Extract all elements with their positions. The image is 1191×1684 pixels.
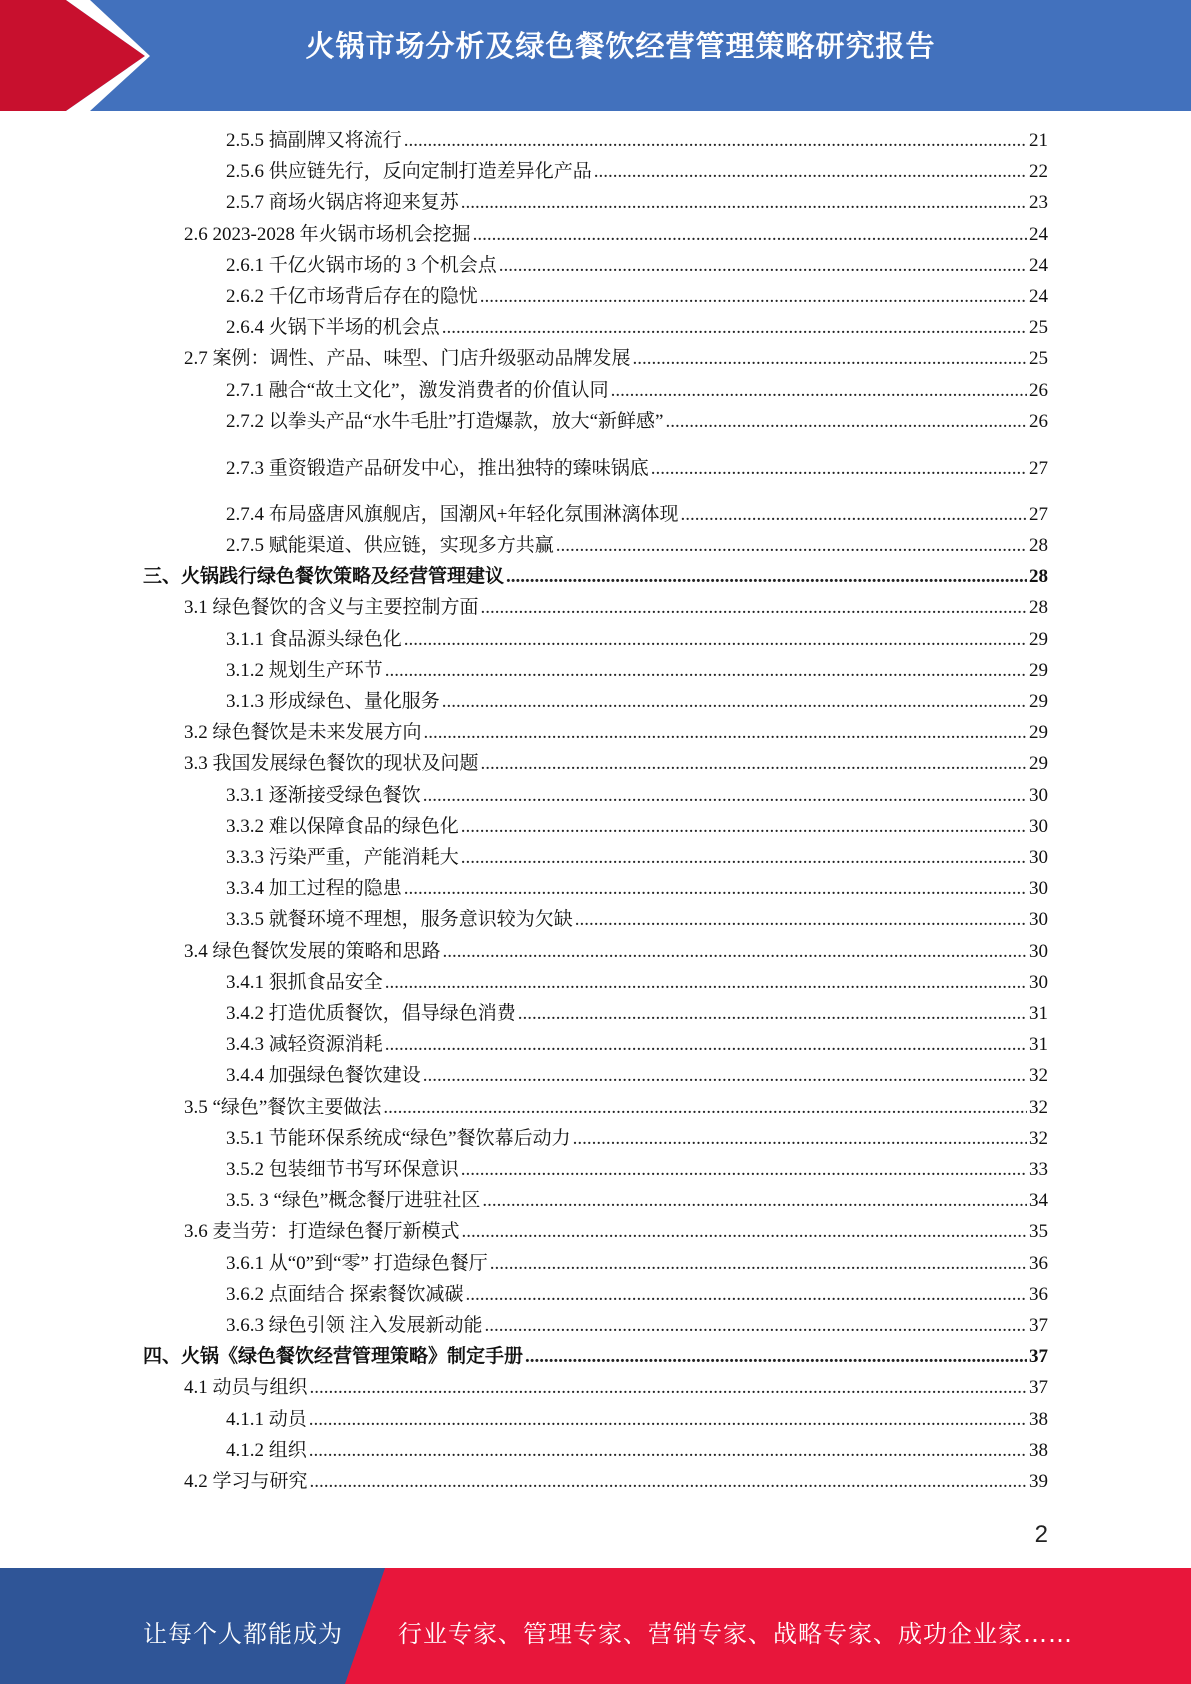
- toc-entry-label: 3.3.4 加工过程的隐患: [226, 878, 402, 900]
- toc-leader-dots: [481, 751, 1027, 777]
- toc-entry[interactable]: [143, 1344, 1048, 1370]
- toc-entry-page: 31: [1029, 1034, 1048, 1056]
- toc-entry-label: 3.6 麦当劳：打造绿色餐厅新模式: [184, 1221, 460, 1243]
- toc-entry-page: 29: [1029, 628, 1048, 650]
- toc-entry-label: 3.1.2 规划生产环节: [226, 659, 383, 681]
- toc-entry-page: 32: [1029, 1127, 1048, 1149]
- page-header: [0, 0, 1191, 111]
- toc-entry-label: 4.1 动员与组织: [184, 1377, 308, 1399]
- toc-leader-dots: [506, 564, 1027, 590]
- toc-leader-dots: [424, 720, 1027, 746]
- toc-entry[interactable]: [226, 876, 1048, 902]
- toc-entry-label: 3.4.2 打造优质餐饮，倡导绿色消费: [226, 1003, 516, 1024]
- toc-entry-page: 30: [1029, 815, 1048, 837]
- toc-entry[interactable]: [184, 1219, 1048, 1245]
- toc-entry-page: 21: [1029, 130, 1048, 151]
- toc-leader-dots: [573, 1126, 1027, 1152]
- toc-entry[interactable]: [226, 1282, 1048, 1308]
- footer-slogan-right: 行业专家、管理专家、营销专家、战略专家、成功企业家……: [398, 1620, 1073, 1648]
- toc-entry-label: 3.1 绿色餐饮的含义与主要控制方面: [184, 597, 479, 619]
- toc-entry[interactable]: [226, 1438, 1048, 1464]
- toc-entry-page: 27: [1029, 457, 1048, 479]
- toc-entry-page: 24: [1029, 254, 1048, 276]
- toc-entry-label: 3.4.4 加强绿色餐饮建设: [226, 1065, 421, 1087]
- toc-entry-label: 2.7 案例：调性、产品、味型、门店升级驱动品牌发展: [184, 348, 631, 370]
- toc-leader-dots: [518, 1001, 1027, 1027]
- toc-entry-label: 3.6.2 点面结合 探索餐饮减碳: [226, 1283, 464, 1305]
- toc-entry-page: 38: [1029, 1408, 1048, 1430]
- toc-entry-label: 3.2 绿色餐饮是未来发展方向: [184, 722, 422, 744]
- report-title: 火锅市场分析及绿色餐饮经营管理策略研究报告: [305, 29, 936, 63]
- toc-entry[interactable]: [143, 564, 1048, 590]
- toc-entry-label: 3.4 绿色餐饮发展的策略和思路: [184, 940, 441, 962]
- toc-entry-page: 22: [1029, 161, 1048, 183]
- toc-entry-page: 32: [1029, 1096, 1048, 1118]
- toc-entry-label: 2.5.6 供应链先行，反向定制打造差异化产品: [226, 161, 592, 183]
- toc-entry[interactable]: [226, 1251, 1048, 1277]
- toc-entry-label: 3.3 我国发展绿色餐饮的现状及问题: [184, 753, 479, 775]
- toc-entry-page: 35: [1029, 1221, 1048, 1243]
- toc-entry-label: 3.6.1 从“0”到“零” 打造绿色餐厅: [226, 1252, 488, 1274]
- toc-entry-label: 3.3.1 逐渐接受绿色餐饮: [226, 784, 421, 806]
- toc-entry[interactable]: [184, 939, 1048, 965]
- toc-entry[interactable]: [226, 845, 1048, 871]
- page-number: 2: [1034, 1521, 1048, 1548]
- toc-entry-page: 31: [1029, 1003, 1048, 1024]
- toc-entry-page: 25: [1029, 348, 1048, 370]
- toc-entry-label: 3.5.1 节能环保系统成“绿色”餐饮幕后动力: [226, 1127, 571, 1149]
- toc-entry-label: 2.7.3 重资锻造产品研发中心，推出独特的臻味锅底: [226, 457, 649, 479]
- toc-entry-page: 38: [1029, 1439, 1048, 1461]
- toc-entry[interactable]: [184, 595, 1048, 621]
- toc-leader-dots: [404, 128, 1027, 154]
- toc-entry[interactable]: [184, 1375, 1048, 1401]
- toc-leader-dots: [309, 1438, 1027, 1464]
- toc-leader-dots: [499, 253, 1027, 279]
- toc-leader-dots: [385, 1032, 1027, 1058]
- toc-leader-dots: [490, 1251, 1027, 1277]
- toc-entry-page: 29: [1029, 659, 1048, 681]
- toc-entry-page: 34: [1029, 1190, 1048, 1212]
- toc-entry[interactable]: [184, 1469, 1048, 1495]
- toc-entry-page: 25: [1029, 317, 1048, 339]
- toc-leader-dots: [485, 1313, 1027, 1339]
- toc-entry[interactable]: [226, 1063, 1048, 1089]
- toc-entry[interactable]: [184, 346, 1048, 372]
- toc-entry-label: 2.6.1 千亿火锅市场的 3 个机会点: [226, 254, 497, 276]
- toc-entry-page: 29: [1029, 722, 1048, 744]
- toc-entry-label: 2.7.5 赋能渠道、供应链，实现多方共赢: [226, 535, 554, 556]
- toc-entry[interactable]: [226, 907, 1048, 933]
- toc-entry[interactable]: [226, 128, 1048, 154]
- toc-entry-label: 2.7.2 以拳头产品“水牛毛肚”打造爆款，放大“新鲜感”: [226, 410, 664, 432]
- toc-entry[interactable]: [226, 253, 1048, 279]
- toc-entry[interactable]: [226, 1407, 1048, 1433]
- toc-entry[interactable]: [226, 689, 1048, 715]
- toc-leader-dots: [310, 1375, 1027, 1401]
- toc-entry-page: 23: [1029, 192, 1048, 214]
- toc-leader-dots: [633, 346, 1027, 372]
- toc-entry[interactable]: [226, 409, 1048, 435]
- toc-entry[interactable]: [184, 222, 1048, 248]
- toc-entry-page: 28: [1029, 566, 1048, 588]
- toc-entry-page: 29: [1029, 753, 1048, 775]
- toc-entry-page: 30: [1029, 878, 1048, 900]
- toc-leader-dots: [442, 315, 1027, 341]
- toc-leader-dots: [611, 378, 1027, 404]
- toc-entry-label: 3.5. 3 “绿色”概念餐厅进驻社区: [226, 1190, 481, 1212]
- toc-leader-dots: [442, 689, 1027, 715]
- toc-leader-dots: [385, 658, 1027, 684]
- toc-entry[interactable]: [226, 1001, 1048, 1027]
- toc-leader-dots: [461, 190, 1027, 216]
- toc-leader-dots: [462, 1219, 1027, 1245]
- toc-entry[interactable]: [226, 658, 1048, 684]
- toc-entry[interactable]: [226, 783, 1048, 809]
- toc-entry-label: 2.5.5 搞副牌又将流行: [226, 130, 402, 151]
- toc-entry-page: 30: [1029, 971, 1048, 993]
- toc-entry[interactable]: [226, 159, 1048, 185]
- toc-leader-dots: [594, 159, 1027, 185]
- toc-entry[interactable]: [226, 970, 1048, 996]
- toc-entry-label: 3.3.2 难以保障食品的绿色化: [226, 815, 459, 837]
- toc-entry-page: 37: [1029, 1377, 1048, 1399]
- toc-entry-label: 3.3.3 污染严重，产能消耗大: [226, 847, 459, 868]
- toc-entry-page: 24: [1029, 286, 1048, 307]
- toc-entry-label: 3.4.1 狠抓食品安全: [226, 971, 383, 993]
- toc-leader-dots: [482, 1188, 1027, 1214]
- toc-entry-page: 30: [1029, 909, 1048, 931]
- toc-entry-page: 39: [1029, 1471, 1048, 1492]
- toc-entry[interactable]: [184, 1095, 1048, 1121]
- toc-entry-page: 33: [1029, 1159, 1048, 1180]
- toc-entry-label: 3.4.3 减轻资源消耗: [226, 1034, 383, 1056]
- toc-entry-label: 2.7.4 布局盛唐风旗舰店，国潮风+年轻化氛围淋漓体现: [226, 503, 679, 525]
- toc-entry[interactable]: [226, 1188, 1048, 1214]
- toc-leader-dots: [481, 595, 1027, 621]
- toc-entry-label: 3.6.3 绿色引领 注入发展新动能: [226, 1315, 483, 1336]
- toc-leader-dots: [385, 970, 1027, 996]
- toc-leader-dots: [651, 456, 1027, 482]
- toc-entry-label: 4.1.2 组织: [226, 1439, 307, 1461]
- toc-leader-dots: [443, 939, 1027, 965]
- toc-entry-label: 2.6 2023-2028 年火锅市场机会挖掘: [184, 223, 471, 245]
- toc-entry-label: 4.1.1 动员: [226, 1408, 307, 1430]
- toc-entry-label: 3.5 “绿色”餐饮主要做法: [184, 1096, 382, 1118]
- toc-leader-dots: [473, 222, 1027, 248]
- toc-entry-page: 36: [1029, 1252, 1048, 1274]
- toc-entry-page: 28: [1029, 597, 1048, 619]
- toc-entry-page: 27: [1029, 503, 1048, 525]
- toc-entry-page: 29: [1029, 691, 1048, 712]
- toc-entry-page: 28: [1029, 535, 1048, 556]
- toc-leader-dots: [480, 284, 1027, 310]
- toc-leader-dots: [665, 409, 1027, 435]
- toc-leader-dots: [310, 1469, 1027, 1495]
- toc-entry-label: 2.7.1 融合“故土文化”，激发消费者的价值认同: [226, 379, 609, 401]
- toc-entry[interactable]: [226, 814, 1048, 840]
- toc-entry-label: 三、火锅践行绿色餐饮策略及经营管理建议: [143, 566, 505, 588]
- toc-entry-label: 2.6.2 千亿市场背后存在的隐忧: [226, 286, 478, 307]
- toc-entry[interactable]: [184, 751, 1048, 777]
- toc-entry-label: 3.3.5 就餐环境不理想，服务意识较为欠缺: [226, 909, 573, 931]
- toc-entry-label: 3.1.1 食品源头绿色化: [226, 628, 402, 650]
- toc-entry-page: 26: [1029, 410, 1048, 432]
- toc-entry[interactable]: [184, 720, 1048, 746]
- toc-leader-dots: [383, 1095, 1027, 1121]
- toc-leader-dots: [309, 1407, 1027, 1433]
- toc-leader-dots: [556, 533, 1027, 559]
- toc-entry-page: 26: [1029, 379, 1048, 401]
- toc-leader-dots: [575, 907, 1027, 933]
- toc-leader-dots: [466, 1282, 1027, 1308]
- toc-entry-label: 2.5.7 商场火锅店将迎来复苏: [226, 192, 459, 214]
- toc-entry-label: 3.1.3 形成绿色、量化服务: [226, 691, 440, 712]
- toc-entry-page: 30: [1029, 847, 1048, 868]
- toc-entry[interactable]: [226, 1032, 1048, 1058]
- toc-entry-page: 36: [1029, 1283, 1048, 1305]
- toc-entry-page: 30: [1029, 784, 1048, 806]
- toc-entry[interactable]: [226, 502, 1048, 528]
- toc-leader-dots: [525, 1344, 1027, 1370]
- toc-leader-dots: [404, 627, 1027, 653]
- toc-leader-dots: [423, 783, 1027, 809]
- toc-leader-dots: [461, 1157, 1027, 1183]
- toc-entry[interactable]: [226, 1157, 1048, 1183]
- toc-entry-label: 2.6.4 火锅下半场的机会点: [226, 317, 440, 339]
- toc-entry-page: 24: [1029, 223, 1048, 245]
- toc-entry[interactable]: [226, 315, 1048, 341]
- toc-entry-page: 37: [1029, 1315, 1048, 1336]
- toc-entry[interactable]: [226, 533, 1048, 559]
- toc-entry-page: 37: [1029, 1346, 1048, 1368]
- toc-entry[interactable]: [226, 190, 1048, 216]
- toc-leader-dots: [423, 1063, 1027, 1089]
- toc-entry-label: 四、火锅《绿色餐饮经营管理策略》制定手册: [143, 1346, 524, 1368]
- toc-entry[interactable]: [226, 456, 1048, 482]
- toc-entry-page: 30: [1029, 940, 1048, 962]
- toc-leader-dots: [461, 814, 1027, 840]
- page-footer: [0, 1568, 1191, 1684]
- toc-entry-label: 4.2 学习与研究: [184, 1471, 308, 1492]
- footer-slogan-left: 让每个人都能成为: [143, 1620, 343, 1648]
- toc-entry-page: 32: [1029, 1065, 1048, 1087]
- toc-entry[interactable]: [226, 284, 1048, 310]
- toc-leader-dots: [680, 502, 1027, 528]
- toc-leader-dots: [461, 845, 1027, 871]
- toc-entry[interactable]: [226, 1313, 1048, 1339]
- toc-entry[interactable]: [226, 627, 1048, 653]
- toc-leader-dots: [404, 876, 1027, 902]
- toc-entry[interactable]: [226, 378, 1048, 404]
- toc-entry-label: 3.5.2 包装细节书写环保意识: [226, 1159, 459, 1180]
- toc-entry[interactable]: [226, 1126, 1048, 1152]
